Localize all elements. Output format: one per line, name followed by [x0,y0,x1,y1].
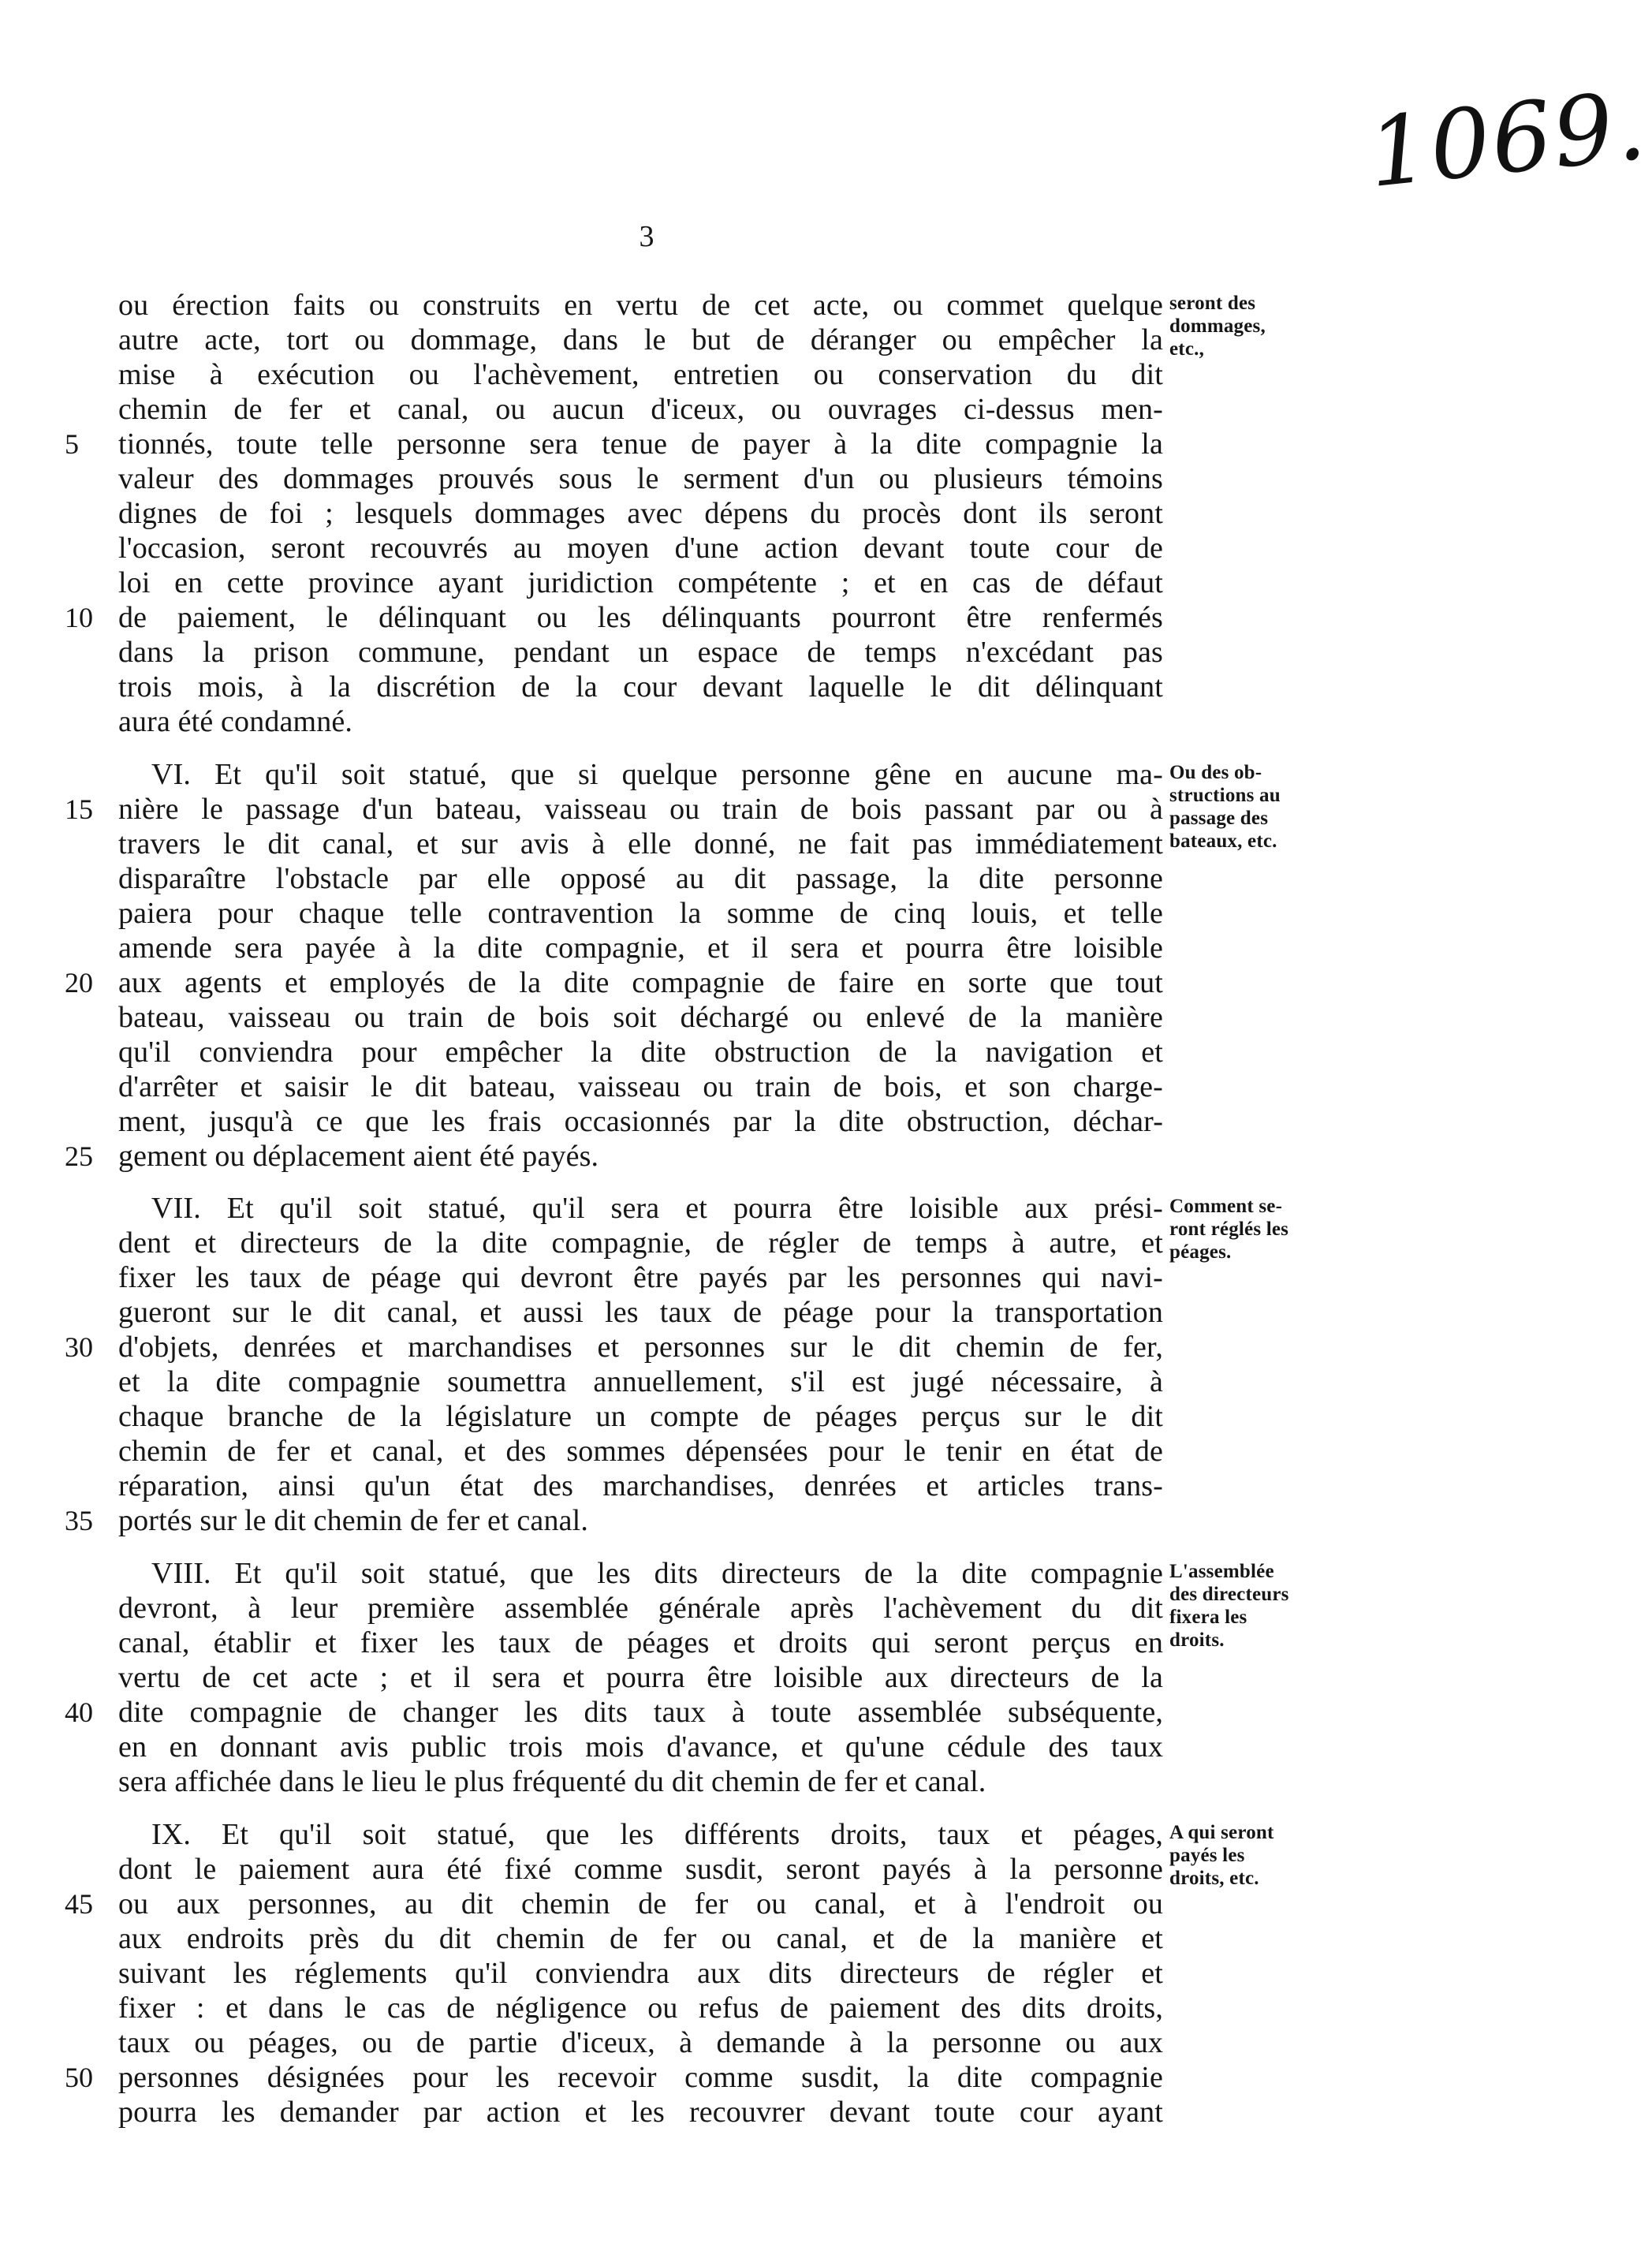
text-line: aux endroits près du dit chemin de fer ou canal, et de la manière et [118,1922,1163,1955]
line-number: 50 [65,2062,93,2093]
line-number: 20 [65,967,93,998]
text-line: dite compagnie de changer les dits taux à toute assemblée subséquente, [118,1696,1163,1729]
section-viii-start: VIII. Et qu'il soit statué, que les dits directeurs de la dite compagnie [151,1557,1163,1590]
line-number: 15 [65,793,93,825]
text-line: réparation, ainsi qu'un état des marchandises, denrées et articles trans- [118,1469,1163,1502]
text-line: travers le dit canal, et sur avis à elle donné, ne fait pas immédiatement [118,827,1163,860]
page-number: 3 [639,220,654,253]
line-number: 40 [65,1696,93,1728]
text-line: aux agents et employés de la dite compagnie de faire en sorte que tout [118,966,1163,999]
text-line: d'arrêter et saisir le dit bateau, vaisseau ou train de bois, et son charge- [118,1070,1163,1103]
text-line: de paiement, le délinquant ou les délinquants pourront être renfermés [118,601,1163,634]
text-line: bateau, vaisseau ou train de bois soit déchargé ou enlevé de la manière [118,1001,1163,1034]
line-number: 45 [65,1888,93,1920]
line-number: 10 [65,602,93,633]
text-line: qu'il conviendra pour empêcher la dite obstruction de la navigation et [118,1036,1163,1069]
text-line: sera affichée dans le lieu le plus fréquenté du dit chemin de fer et canal. [118,1765,986,1798]
margin-note-tolls: Comment se- ront réglés les péages. [1169,1196,1289,1263]
line-number: 25 [65,1140,93,1172]
text-line: et la dite compagnie soumettra annuellement, s'il est jugé nécessaire, à [118,1365,1163,1398]
text-line: chemin de fer et canal, ou aucun d'iceux, ou ouvrages ci-dessus men- [118,393,1163,426]
text-line: ou aux personnes, au dit chemin de fer ou canal, et à l'endroit ou [118,1887,1163,1920]
text-line: mise à exécution ou l'achèvement, entretien ou conservation du dit [118,358,1163,391]
handwritten-folio-number: 1069. [1363,70,1652,210]
line-number: 5 [65,428,79,460]
text-line: personnes désignées pour les recevoir comme susdit, la dite compagnie [118,2061,1163,2094]
text-line: tionnés, toute telle personne sera tenue de payer à la dite compagnie la [118,427,1163,461]
margin-note-obstructions: Ou des ob- structions au passage des bateaux, etc. [1169,762,1281,852]
text-line: ment, jusqu'à ce que les frais occasionnés par la dite obstruction, déchar- [118,1105,1163,1138]
line-number: 35 [65,1505,93,1536]
text-line: autre acte, tort ou dommage, dans le but de déranger ou empêcher la [118,323,1163,356]
text-line: fixer : et dans le cas de négligence ou refus de paiement des dits droits, [118,1991,1163,2025]
text-line: valeur des dommages prouvés sous le serment d'un ou plusieurs témoins [118,462,1163,495]
text-line: loi en cette province ayant juridiction compétente ; et en cas de défaut [118,566,1163,599]
text-line: l'occasion, seront recouvrés au moyen d'une action devant toute cour de [118,532,1163,565]
text-line: gement ou déplacement aient été payés. [118,1140,599,1173]
text-line: chaque branche de la législature un compte de péages perçus sur le dit [118,1400,1163,1433]
text-line: amende sera payée à la dite compagnie, et il sera et pourra être loisible [118,931,1163,965]
text-line: dont le paiement aura été fixé comme susdit, seront payés à la personne [118,1853,1163,1886]
section-vi-start: VI. Et qu'il soit statué, que si quelque personne gêne en aucune ma- [151,758,1163,791]
line-number: 30 [65,1331,93,1363]
text-line: d'objets, denrées et marchandises et personnes sur le dit chemin de fer, [118,1331,1163,1364]
text-line: dans la prison commune, pendant un espace de temps n'excédant pas [118,636,1163,669]
margin-note-damages: seront des dommages, etc., [1169,293,1266,360]
margin-note-payment: A qui seront payés les droits, etc. [1169,1822,1274,1889]
text-line: portés sur le dit chemin de fer et canal. [118,1504,588,1537]
section-vii-start: VII. Et qu'il soit statué, qu'il sera et pourra être loisible aux prési- [151,1192,1163,1225]
text-line: en en donnant avis public trois mois d'avance, et qu'une cédule des taux [118,1730,1163,1764]
text-line: fixer les taux de péage qui devront être payés par les personnes qui navi- [118,1261,1163,1294]
section-ix-start: IX. Et qu'il soit statué, que les différents droits, taux et péages, [151,1818,1163,1851]
margin-note-assembly: L'assemblée des directeurs fixera les droits. [1169,1561,1289,1651]
text-line: chemin de fer et canal, et des sommes dépensées pour le tenir en état de [118,1435,1163,1468]
text-line: dent et directeurs de la dite compagnie, de régler de temps à autre, et [118,1226,1163,1260]
text-line: suivant les réglements qu'il conviendra aux dits directeurs de régler et [118,1957,1163,1990]
text-line: devront, à leur première assemblée générale après l'achèvement du dit [118,1592,1163,1625]
text-line: trois mois, à la discrétion de la cour devant laquelle le dit délinquant [118,670,1163,704]
text-line: vertu de cet acte ; et il sera et pourra être loisible aux directeurs de la [118,1661,1163,1694]
text-line: canal, établir et fixer les taux de péages et droits qui seront perçus en [118,1626,1163,1659]
text-line: aura été condamné. [118,705,353,738]
text-line: nière le passage d'un bateau, vaisseau ou train de bois passant par ou à [118,793,1163,826]
text-line: taux ou péages, ou de partie d'iceux, à demande à la personne ou aux [118,2026,1163,2059]
text-line: disparaître l'obstacle par elle opposé au dit passage, la dite personne [118,862,1163,895]
text-line: paiera pour chaque telle contravention la somme de cinq louis, et telle [118,897,1163,930]
text-line: pourra les demander par action et les recouvrer devant toute cour ayant [118,2096,1163,2129]
text-line: gueront sur le dit canal, et aussi les taux de péage pour la transportation [118,1296,1163,1329]
text-line: ou érection faits ou construits en vertu de cet acte, ou commet quelque [118,289,1163,322]
text-line: dignes de foi ; lesquels dommages avec dépens du procès dont ils seront [118,497,1163,530]
